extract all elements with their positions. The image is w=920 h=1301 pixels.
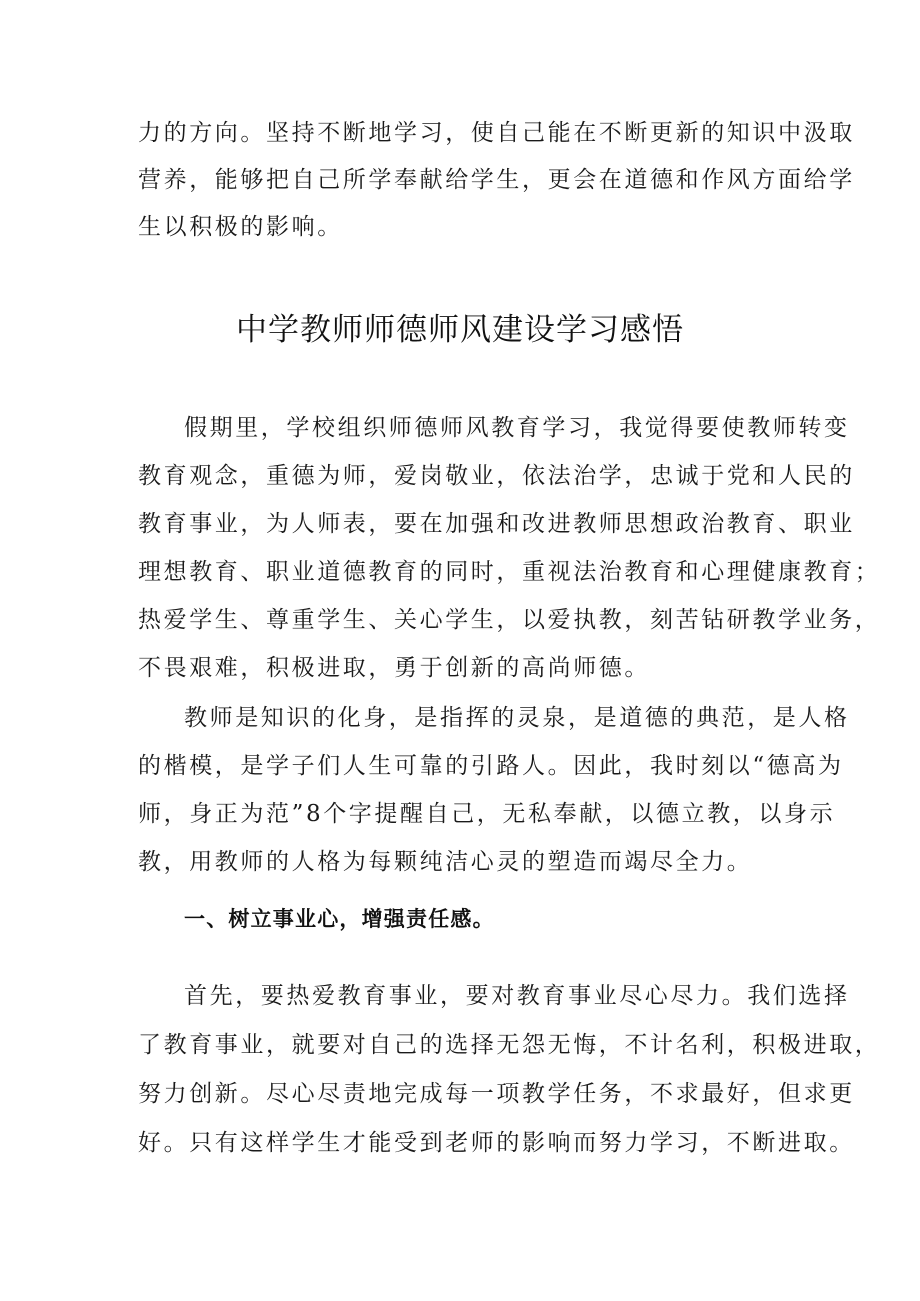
paragraph-line: 教，用教师的人格为每颗纯洁心灵的塑造而竭尽全力。	[138, 849, 753, 875]
intro-line: 生以积极的影响。	[138, 214, 343, 240]
paragraph-line: 教师是知识的化身，是指挥的灵泉，是道德的典范，是人格	[184, 705, 850, 731]
paragraph-line: 不畏艰难，积极进取，勇于创新的高尚师德。	[138, 655, 650, 681]
paragraph-line: 了教育事业，就要对自己的选择无怨无悔，不计名利，积极进取，	[138, 1032, 881, 1058]
intro-line: 力的方向。坚持不断地学习，使自己能在不断更新的知识中汲取	[138, 120, 855, 146]
paragraph-line: 努力创新。尽心尽责地完成每一项教学任务，不求最好，但求更	[138, 1081, 855, 1107]
document-title: 中学教师师德师风建设学习感悟	[236, 312, 684, 348]
paragraph-line: 假期里，学校组织师德师风教育学习，我觉得要使教师转变	[184, 415, 850, 441]
paragraph-line: 教育事业，为人师表，要在加强和改进教师思想政治教育、职业	[138, 511, 855, 537]
paragraph-line: 热爱学生、尊重学生、关心学生，以爱执教，刻苦钻研教学业务，	[138, 607, 881, 633]
section-heading: 一、树立事业心，增强责任感。	[184, 907, 495, 931]
paragraph-line: 的楷模，是学子们人生可靠的引路人。因此，我时刻以“德高为	[138, 753, 844, 779]
paragraph-line: 理想教育、职业道德教育的同时，重视法治教育和心理健康教育；	[138, 559, 881, 585]
paragraph-line: 好。只有这样学生才能受到老师的影响而努力学习，不断进取。	[138, 1130, 855, 1156]
paragraph-line: 教育观念，重德为师，爱岗敬业，依法治学，忠诚于党和人民的	[138, 463, 855, 489]
paragraph-line: 师，身正为范”8个字提醒自己，无私奉献，以德立教，以身示	[138, 801, 836, 827]
paragraph-line: 首先，要热爱教育事业，要对教育事业尽心尽力。我们选择	[184, 983, 850, 1009]
intro-line: 营养，能够把自己所学奉献给学生，更会在道德和作风方面给学	[138, 167, 855, 193]
